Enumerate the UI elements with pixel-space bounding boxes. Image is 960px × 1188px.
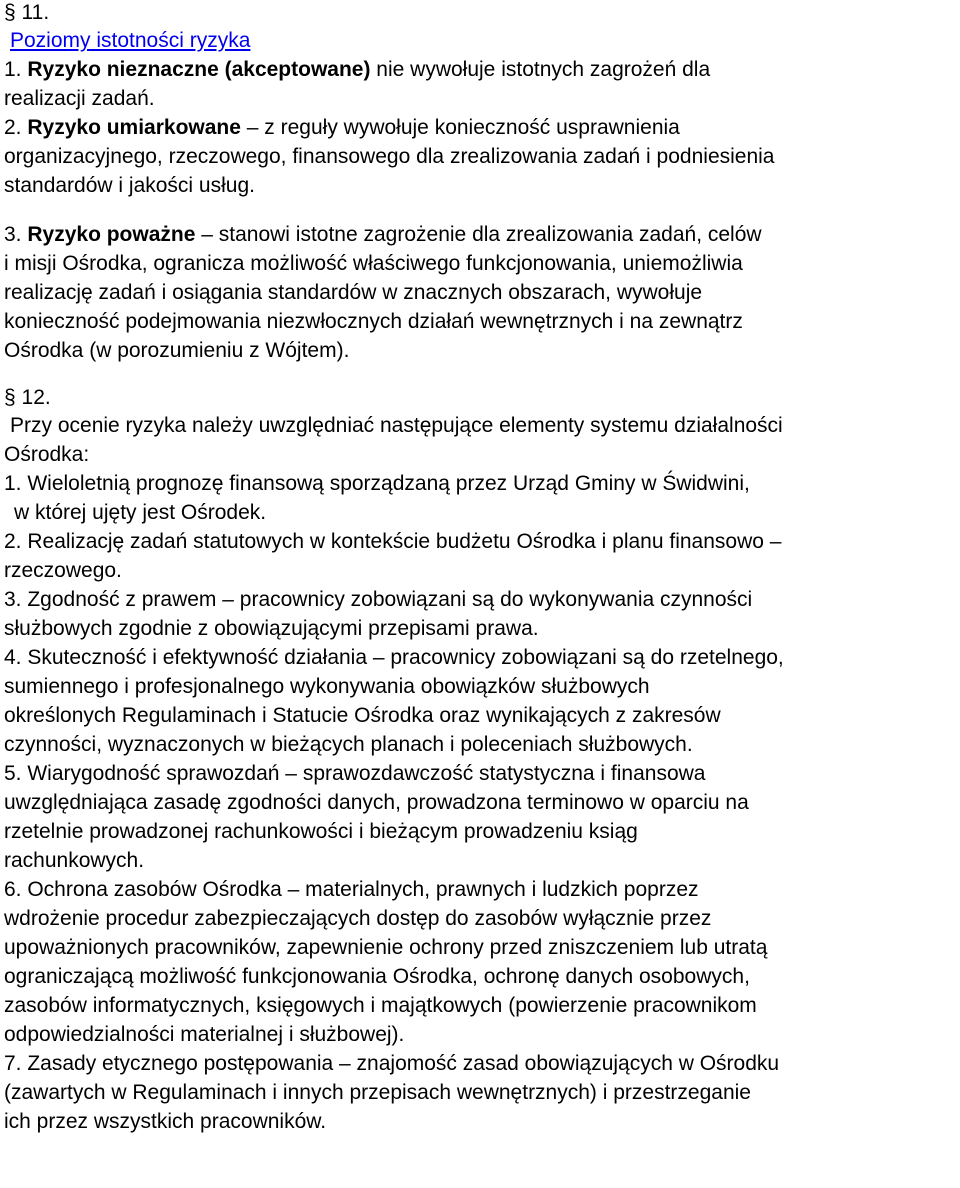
risk-item-3-line-4: konieczność podejmowania niezwłocznych działań wewnętrznych i na zewnątrz [4,310,743,333]
element-line: (zawartych w Regulaminach i innych przepisach wewnętrznych) i przestrzeganie [4,1081,751,1104]
element-line: wdrożenie procedur zabezpieczających dostęp do zasobów wyłącznie przez [4,907,712,930]
section-12-intro-line-2: Ośrodka: [4,443,90,466]
element-line: w której ujęty jest Ośrodek. [14,501,267,524]
risk-item-2-line-1: 2. Ryzyko umiarkowane – z reguły wywołuje konieczność usprawnienia [4,116,680,139]
element-line: 1. Wieloletnią prognozę finansową sporządzaną przez Urząd Gminy w Świdwini, [4,472,750,495]
risk-item-3-line-1: 3. Ryzyko poważne – stanowi istotne zagrożenie dla zrealizowania zadań, celów [4,223,762,246]
risk-item-1-title: Ryzyko nieznaczne (akceptowane) [27,58,371,81]
element-line: zasobów informatycznych, księgowych i majątkowych (powierzenie pracownikom [4,994,757,1017]
risk-item-3-line-2: i misji Ośrodka, ogranicza możliwość właściwego funkcjonowania, uniemożliwia [4,252,743,275]
risk-item-3-line-3: realizację zadań i osiągania standardów w znacznych obszarach, wywołuje [4,281,703,304]
element-line: rachunkowych. [4,849,145,872]
element-line: 7. Zasady etycznego postępowania – znajomość zasad obowiązujących w Ośrodku [4,1052,780,1075]
element-line: 5. Wiarygodność sprawozdań – sprawozdawczość statystyczna i finansowa [4,762,706,785]
element-line: służbowych zgodnie z obowiązującymi przepisami prawa. [4,617,539,640]
element-line: rzetelnie prowadzonej rachunkowości i bieżącym prowadzeniu ksiąg [4,820,638,843]
element-line: 2. Realizację zadań statutowych w kontekście budżetu Ośrodka i planu finansowo – [4,530,782,553]
risk-levels-link[interactable] [4,26,960,55]
risk-item-3-title: Ryzyko poważne [27,223,196,246]
element-line: sumiennego i profesjonalnego wykonywania obowiązków służbowych [4,675,650,698]
element-line: rzeczowego. [4,559,122,582]
element-line: 6. Ochrona zasobów Ośrodka – materialnych, prawnych i ludzkich poprzez [4,878,699,901]
risk-item-2-line-2: organizacyjnego, rzeczowego, finansowego dla zrealizowania zadań i podniesienia [4,145,775,168]
spacer [4,200,960,220]
element-line: ich przez wszystkich pracowników. [4,1110,327,1133]
spacer [4,365,960,385]
section-12-heading: § 12. [4,386,51,409]
element-line: uwzględniająca zasadę zgodności danych, prowadzona terminowo w oparciu na [4,791,749,814]
element-line: 3. Zgodność z prawem – pracownicy zobowiązani są do wykonywania czynności [4,588,753,611]
risk-item-1-line-2: realizacji zadań. [4,87,155,110]
risk-item-2-title: Ryzyko umiarkowane [27,116,241,139]
element-line: ograniczającą możliwość funkcjonowania Ośrodka, ochronę danych osobowych, [4,965,750,988]
section-12-intro-line-1: Przy ocenie ryzyka należy uwzględniać następujące elementy systemu działalności [10,414,783,437]
risk-levels-link-text[interactable]: Poziomy istotności ryzyka [10,29,251,52]
element-line: określonych Regulaminach i Statucie Ośrodka oraz wynikających z zakresów [4,704,721,727]
risk-item-3-line-5: Ośrodka (w porozumieniu z Wójtem). [4,339,350,362]
element-line: 4. Skuteczność i efektywność działania – pracownicy zobowiązani są do rzetelnego, [4,646,784,669]
element-line: odpowiedzialności materialnej i służbowej). [4,1023,405,1046]
risk-item-2-line-3: standardów i jakości usług. [4,174,255,197]
element-line: upoważnionych pracowników, zapewnienie ochrony przed zniszczeniem lub utratą [4,936,768,959]
element-line: czynności, wyznaczonych w bieżących planach i poleceniach służbowych. [4,733,693,756]
risk-item-1-line-1: 1. Ryzyko nieznaczne (akceptowane) nie wywołuje istotnych zagrożeń dla [4,58,711,81]
section-11-heading: § 11. [4,1,50,24]
